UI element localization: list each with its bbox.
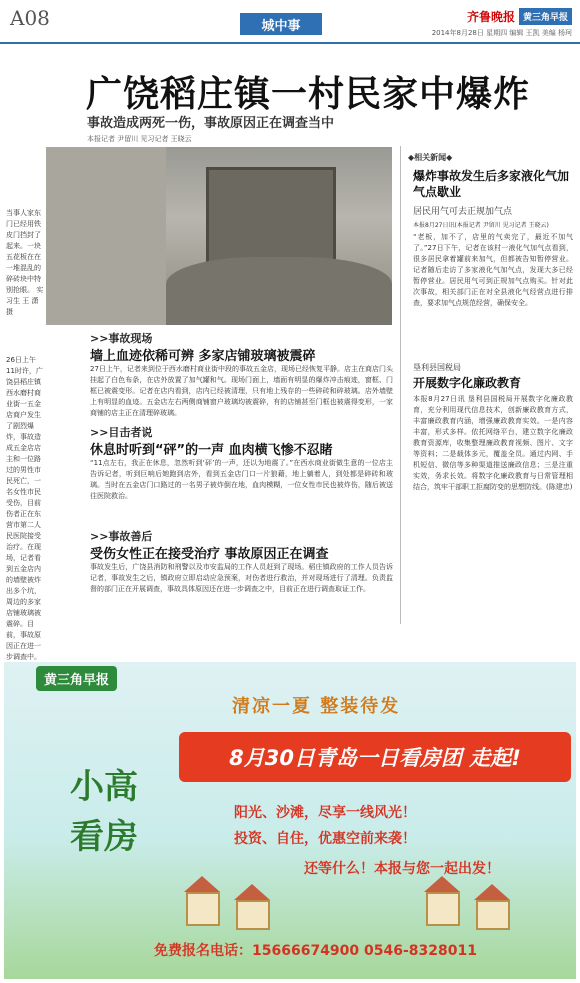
house-icon [426,892,460,926]
second-news-title: 开展数字化廉政教育 [413,376,522,390]
ad-phone: 免费报名电话：15666674900 0546-8328011 [154,943,477,959]
ad-line-3: 还等什么！本报与您一起出发！ [304,861,500,877]
section-head-witness: >>目击者说 [90,426,153,439]
second-news-tag: 垦利县国税局 [413,363,461,372]
photo-caption: 当事人家东门已经用铁皮门挡封了起来。一块五花板在在一堆混乱的碎砖块中特别抢眼。 实习生 王 潇 摄 [6,209,44,316]
related-news-title: 爆炸事故发生后多家液化气加气点歇业 [413,169,570,199]
house-roof-icon [234,884,270,900]
headline: 广饶稻庄镇一村民家中爆炸 [86,74,531,115]
second-news-body: 本报8月27日讯 垦利县国税局开展数字化廉政教育，充分利用现代信息技术，创新廉政教育方式，丰富廉政教育内涵，增强廉政教育实效。一是内容丰富，形式多样。依托网络平台，建立数字化廉政教育资源库，收集整理廉政教育视频、图片、文字等资料；二是载体多元，覆盖全员。通过内网、手机短信、微信等多种渠道推送廉政信息；三是注重实效，务求长效。将数字化廉政教育与日常管理相结合，筑牢干部职工拒腐防变的思想防线。(陈建忠) [413,395,573,491]
house-roof-icon [474,884,510,900]
brand-logo [467,8,572,25]
page-number: A08 [10,6,50,30]
section-body-scene: 27日上午，记者来到位于西水磨村商业街中段的事故五金店，现场已经恢复平静。店主在商店门头挂起了白色布条，在店外放置了加气罐和气。现场门面上，墙面有明显的爆炸冲击痕迹，窗框、门框已被震变形。记者在店内看到，店内已经被清理，只有地上残存的一些碎砖和碎玻璃。店外墙壁上有明显的血迹。五金店左右两侧商铺窗户玻璃均被震碎，有的店铺甚至门框也被震得变形，一家商铺的店主正在清理碎玻璃。 [90,365,393,417]
section-badge: 城中事 [240,13,322,35]
house-icon [476,900,510,930]
ad-big-title-line2: 看房 [70,817,138,857]
real-estate-ad [4,662,576,979]
ad-logo: 黄三角早报 [36,666,117,691]
section-body-aftermath: 事故发生后，广饶县消防和刑警以及市安监局的工作人员赶到了现场。稻庄镇政府的工作人员告诉记者，事故发生之后，镇政府立即启动应急预案，对伤者进行救治，并对现场进行了清理。负责监督的部门正在开展调查，事故具体原因还在进一步调查之中，目前正在进行调查取证工作。 [90,563,393,593]
page-header [0,0,580,44]
section-title-scene: 墙上血迹依稀可辨 多家店铺玻璃被震碎 [90,349,316,364]
section-head-aftermath: >>事故善后 [90,530,153,543]
ad-big-title [44,762,164,862]
section-title-aftermath: 受伤女性正在接受治疗 事故原因正在调查 [90,547,329,562]
brand-name: 齐鲁晚报 [466,10,515,24]
related-news-byline: 本报8月27日讯(本报记者 尹留川 见习记者 王晓云) [413,222,549,229]
byline: 本报记者 尹留川 见习记者 王晓云 [87,135,192,143]
house-icon [186,892,220,926]
ad-line-2: 投资、自住，优惠空前来袭！ [234,831,416,847]
ad-big-title-line1: 小高 [70,767,138,807]
section-title-witness: 休息时听到“砰”的一声 血肉横飞惨不忍睹 [90,443,333,458]
photo-rubble [166,257,392,325]
related-news-subtitle: 居民用气可去正规加气点 [413,207,513,217]
photo-wall [46,147,166,325]
subheadline: 事故造成两死一伤，事故原因正在调查当中 [87,116,335,131]
section-head-scene: >>事故现场 [90,332,153,345]
house-icon [236,900,270,930]
ad-line-1: 阳光、沙滩，尽享一线风光！ [234,805,416,821]
related-news-tag: ◆相关新闻◆ [408,153,453,162]
lead-paragraph: 26日上午11时许，广饶县稻庄镇西水磨村商业街一五金店商户发生了剧烈爆炸，事故造成五金店店主和一位路过的男性市民死亡，一名女性市民受伤，目前伤者正在东营市第二人民医院接受治疗。在现场，记者看到五金店内的墙壁被炸出多个坑，周边的多家店铺玻璃被震碎。目前，事故原因正在进一步调查中。 [6,356,43,661]
ad-banner-text: 8月30日青岛一日看房团 走起! [229,746,521,770]
house-roof-icon [184,876,220,892]
house-roof-icon [424,876,460,892]
section-body-witness: “11点左右，我正在休息，忽然听到‘砰’的一声，还以为地震了。”在西水商业街做生意的一位店主告诉记者，听到巨响后她跑到店外，看到五金店门口一片狼藉，地上躺着人，到处都是碎砖和玻璃。当时在五金店门口路过的一名男子被炸倒在地，血肉模糊，一位女性市民也被炸伤，随后被送往医院救治。 [90,459,393,500]
ad-slogan: 清凉一夏 整装待发 [232,696,401,717]
column-divider [400,146,401,624]
ad-banner [179,732,571,782]
related-news-body: “老板，加不了，店里的气卖完了，最近不加气了。”27日下午，记者在该村一液化气加气点看到，很多居民拿着罐前来加气，但都被告知暂停营业。记者随后走访了多家液化气加气点，发现大多已经暂停营业。居民用气可到正规加气点购买。针对此次事故，相关部门正在对全县液化气经营点进行排查，要求加气点规范经营，确保安全。 [413,233,573,307]
news-photo [46,147,392,325]
date-editor-line: 2014年8月28日 星期四 编辑 王凯 美编 杨珂 [431,29,572,37]
brand-series: 黄三角早报 [519,8,572,25]
